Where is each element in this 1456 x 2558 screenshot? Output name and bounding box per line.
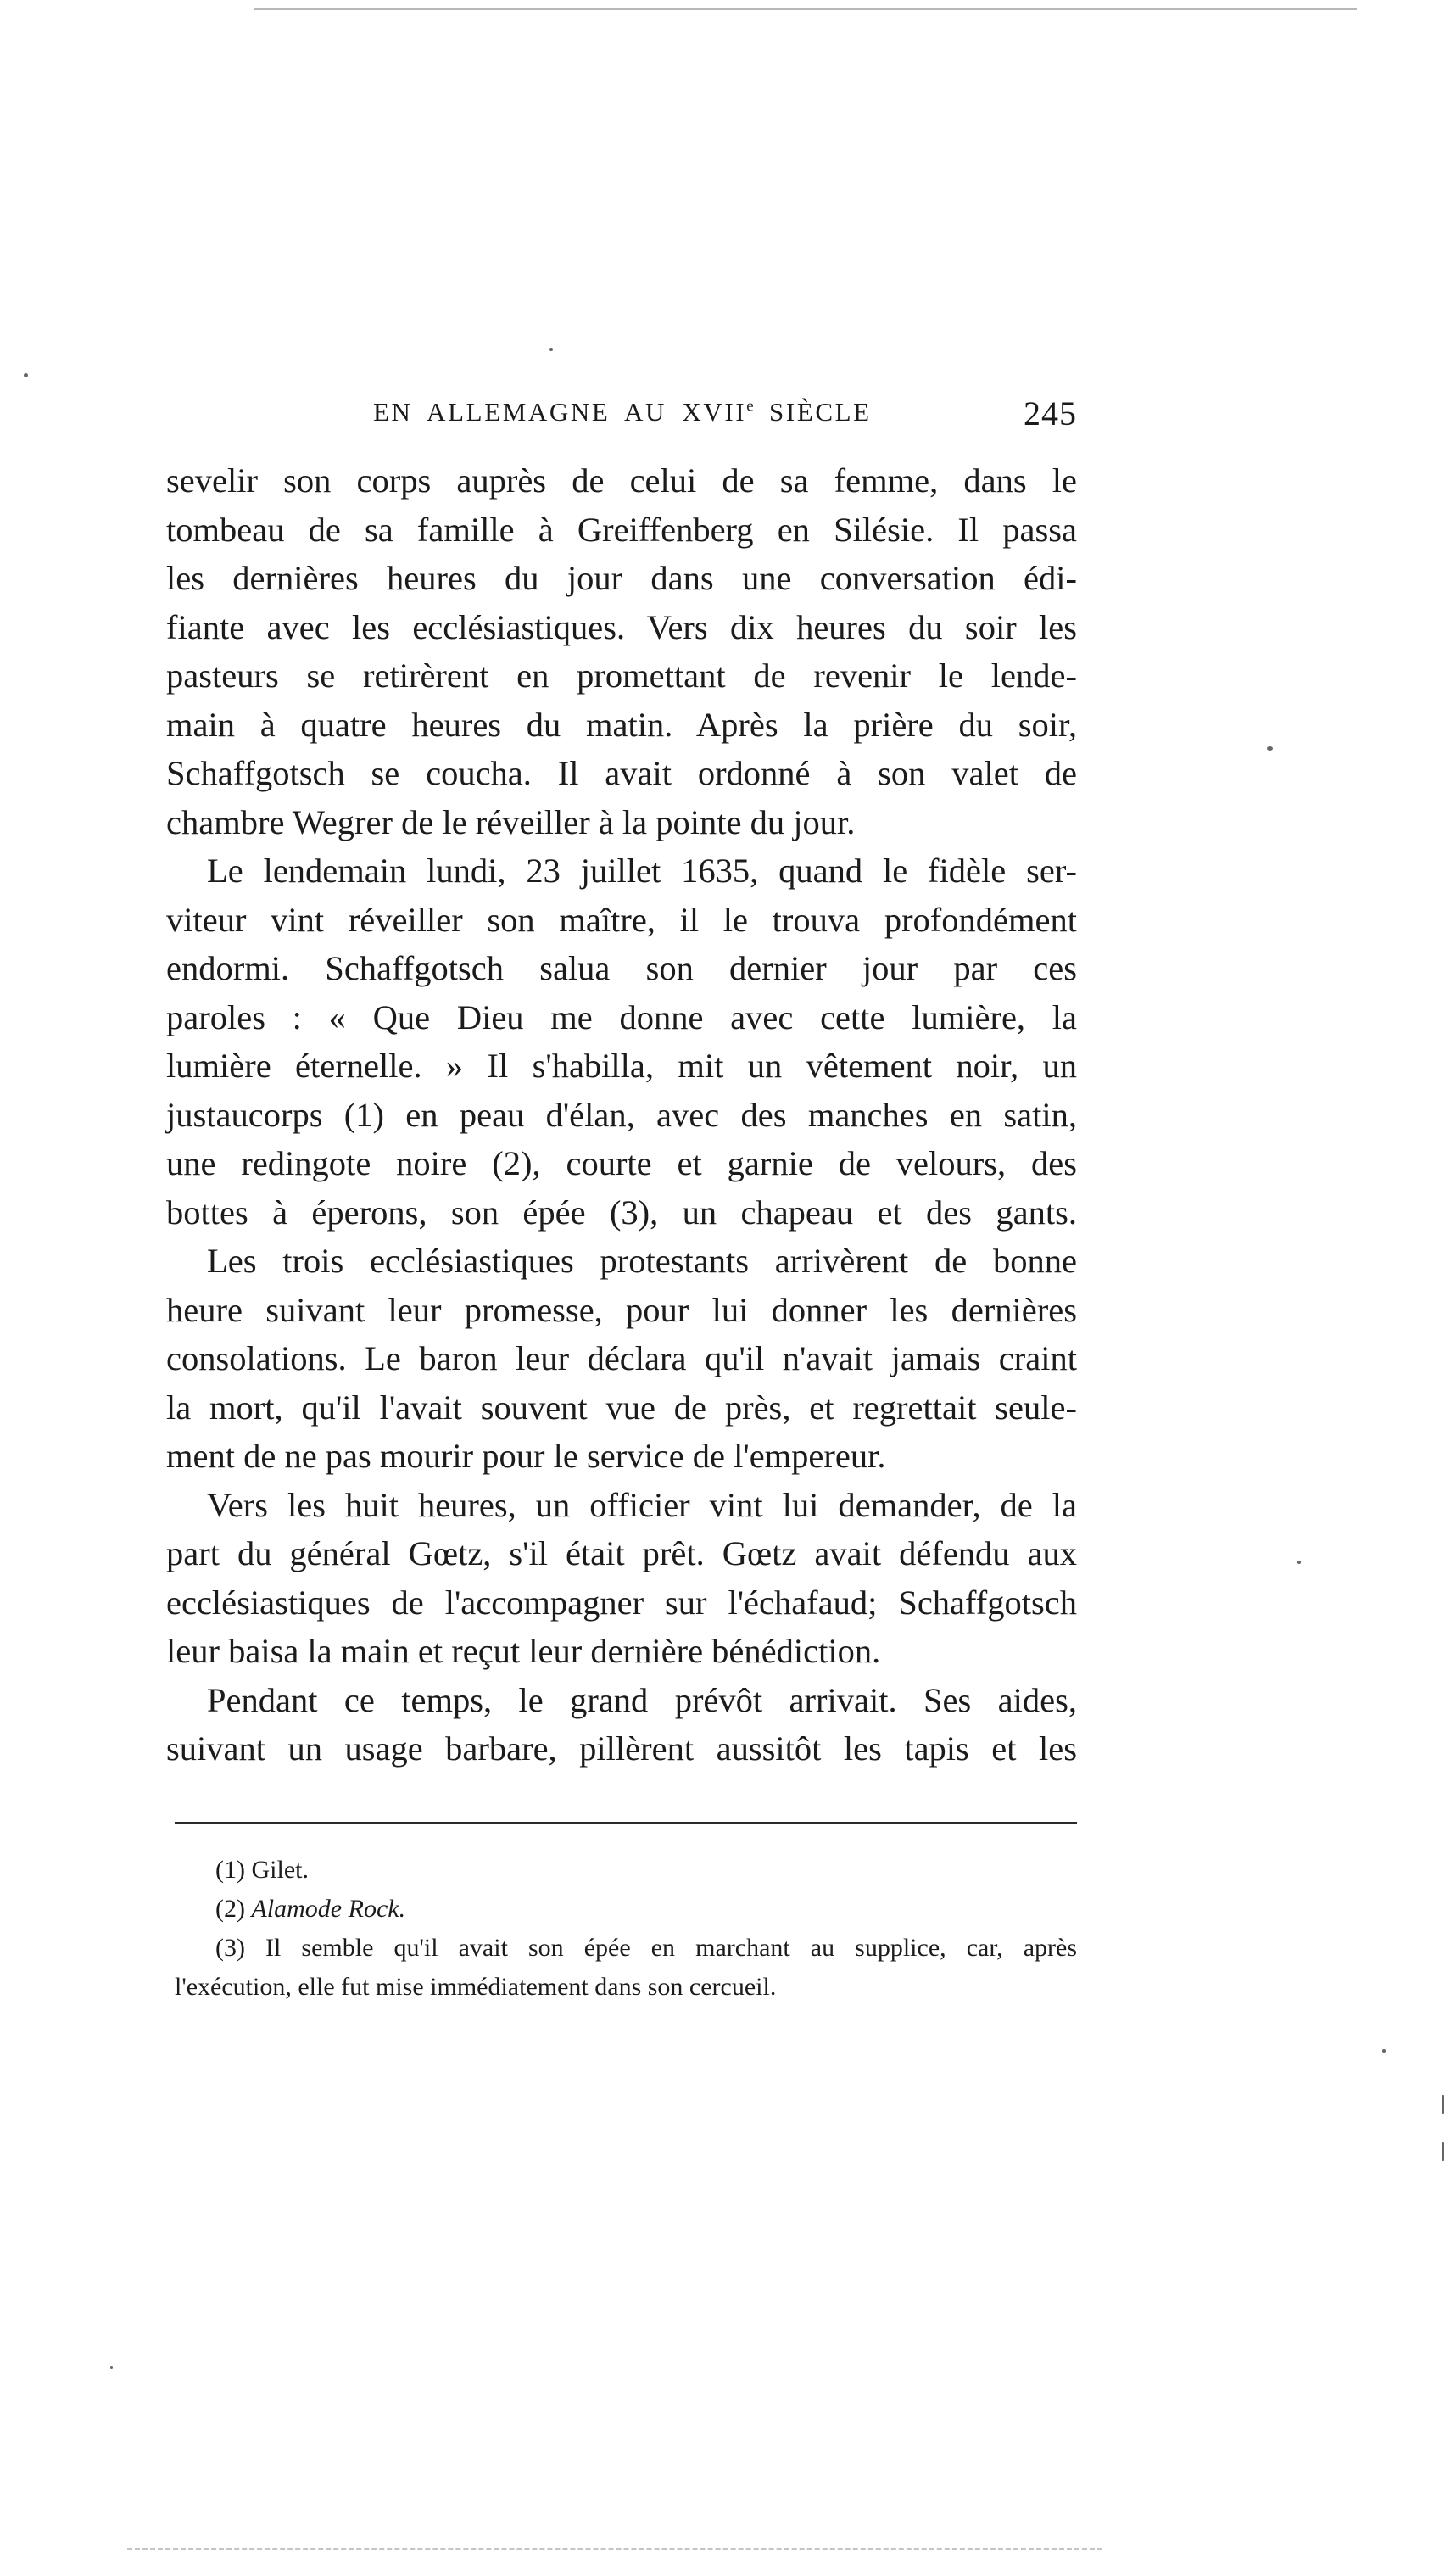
footnote-3: (3) Il semble qu'il avait son épée en marchant au supplice, car, après bbox=[215, 1934, 1077, 1962]
running-title-end: SIÈCLE bbox=[769, 397, 872, 427]
text-line: pasteurs se retirèrent en promettant de revenir le lende- bbox=[166, 656, 1077, 695]
text-line: ment de ne pas mourir pour le service de l'empereur. bbox=[166, 1437, 886, 1475]
text-line: viteur vint réveiller son maître, il le trouva profondément bbox=[166, 900, 1077, 939]
text-line: endormi. Schaffgotsch salua son dernier jour par ces bbox=[166, 949, 1077, 987]
text-line: part du général Gœtz, s'il était prêt. Gœtz avait défendu aux bbox=[166, 1534, 1077, 1572]
scan-edge-bottom bbox=[127, 2548, 1102, 2550]
text-line: Vers les huit heures, un officier vint lui demander, de la bbox=[207, 1485, 1077, 1524]
text-line: Le lendemain lundi, 23 juillet 1635, quand le fidèle ser- bbox=[207, 852, 1077, 890]
text-line: heure suivant leur promesse, pour lui donner les dernières bbox=[166, 1290, 1077, 1329]
footnote-2 bbox=[175, 1890, 1077, 1929]
footnote-3-continued: l'exécution, elle fut mise immédiatement dans son cercueil. bbox=[175, 1973, 777, 2001]
footnote-text: Gilet. bbox=[251, 1856, 309, 1884]
text-line: bottes à éperons, son épée (3), un chapeau et des gants. bbox=[166, 1192, 1077, 1232]
scan-speck bbox=[1442, 2142, 1444, 2161]
footnotes bbox=[175, 1851, 1077, 2007]
scan-edge-top bbox=[254, 8, 1357, 10]
text-line: Pendant ce temps, le grand prévôt arrivait. Ses aides, bbox=[207, 1680, 1077, 1719]
footnote-marker: (2) bbox=[215, 1895, 245, 1923]
text-line: consolations. Le baron leur déclara qu'il n'avait jamais craint bbox=[166, 1339, 1077, 1377]
footnote-text: Alamode Rock. bbox=[251, 1895, 406, 1923]
footnote-1 bbox=[175, 1851, 1077, 1890]
scan-speck bbox=[110, 2366, 113, 2369]
text-line: chambre Wegrer de le réveiller à la pointe du jour. bbox=[166, 802, 856, 841]
text-line: lumière éternelle. » Il s'habilla, mit un vêtement noir, un bbox=[166, 1047, 1077, 1085]
scan-speck bbox=[1382, 2049, 1386, 2053]
text-line: leur baisa la main et reçut leur dernière bénédiction. bbox=[166, 1632, 881, 1670]
text-line: ecclésiastiques de l'accompagner sur l'échafaud; Schaffgotsch bbox=[166, 1583, 1077, 1622]
body-text bbox=[166, 456, 1077, 1773]
scan-speck bbox=[1267, 746, 1273, 751]
text-line: main à quatre heures du matin. Après la prière du soir, bbox=[166, 705, 1077, 744]
text-line: fiante avec les ecclésiastiques. Vers dix heures du soir les bbox=[166, 607, 1077, 646]
text-line: Les trois ecclésiastiques protestants arrivèrent de bonne bbox=[207, 1242, 1077, 1280]
scan-speck bbox=[24, 373, 28, 377]
running-head bbox=[170, 394, 1077, 436]
text-line: paroles : « Que Dieu me donne avec cette lumière, la bbox=[166, 997, 1077, 1036]
running-title-superscript: e bbox=[746, 397, 754, 416]
page-number: 245 bbox=[1024, 394, 1077, 433]
text-line: sevelir son corps auprès de celui de sa femme, dans le bbox=[166, 461, 1077, 500]
footnote-marker: (1) bbox=[215, 1856, 245, 1884]
text-line: la mort, qu'il l'avait souvent vue de près, et regrettait seule- bbox=[166, 1388, 1077, 1427]
running-title bbox=[373, 397, 872, 427]
text-line: justaucorps (1) en peau d'élan, avec des manches en satin, bbox=[166, 1095, 1077, 1134]
running-title-main: EN ALLEMAGNE AU XVII bbox=[373, 397, 747, 427]
text-line: tombeau de sa famille à Greiffenberg en Silésie. Il passa bbox=[166, 510, 1077, 549]
text-line: Schaffgotsch se coucha. Il avait ordonné à son valet de bbox=[166, 754, 1077, 792]
text-line: une redingote noire (2), courte et garnie de velours, des bbox=[166, 1144, 1077, 1182]
scan-speck bbox=[1442, 2095, 1444, 2114]
footnote-divider bbox=[175, 1822, 1077, 1824]
text-line: suivant un usage barbare, pillèrent aussitôt les tapis et les bbox=[166, 1729, 1077, 1768]
scan-speck bbox=[1297, 1561, 1301, 1564]
text-line: les dernières heures du jour dans une conversation édi- bbox=[166, 559, 1077, 597]
scan-speck bbox=[549, 348, 553, 351]
